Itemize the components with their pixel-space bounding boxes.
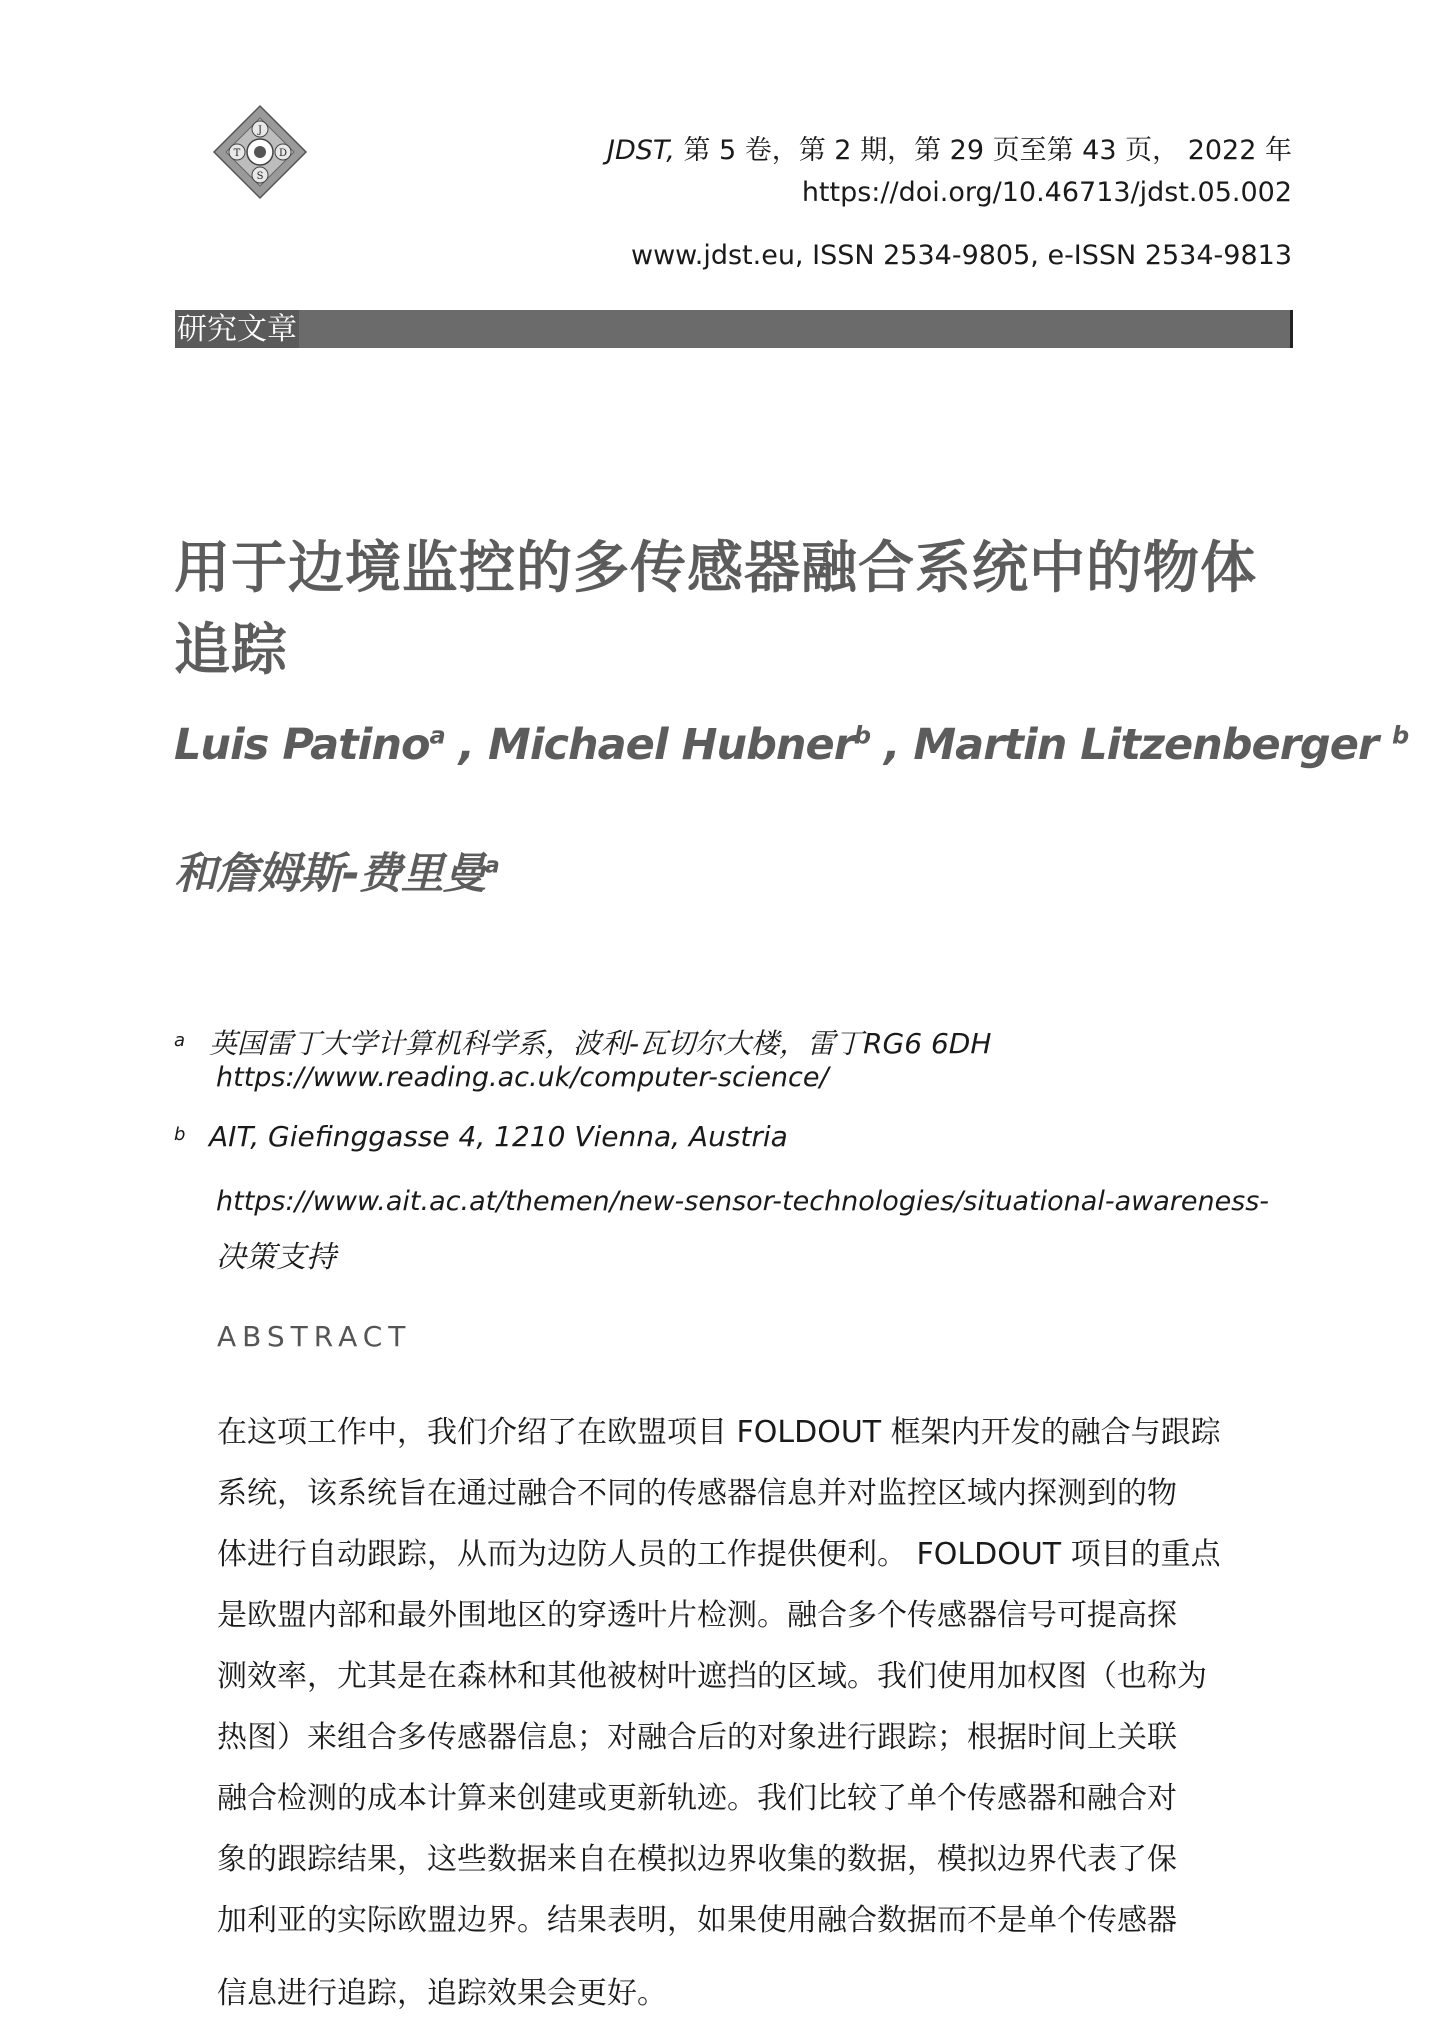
affiliation-b-text: AIT, Giefinggasse 4, 1210 Vienna, Austria: [209, 1120, 788, 1153]
abstract-line: 信息进行追踪，追踪效果会更好。: [217, 1976, 667, 2011]
affiliation-a-url[interactable]: https://www.reading.ac.uk/computer-science/: [216, 1062, 829, 1093]
section-label: 研究文章: [177, 312, 297, 347]
affiliation-a-text: 英国雷丁大学计算机科学系，波利-瓦切尔大楼，雷丁RG6 6DH: [209, 1027, 992, 1060]
abstract-line: 加利亚的实际欧盟边界。结果表明，如果使用融合数据而不是单个传感器: [217, 1903, 1177, 1938]
author-name: 和詹姆斯-费里曼: [174, 849, 485, 899]
abstract-line: 在这项工作中，我们介绍了在欧盟项目 FOLDOUT 框架内开发的融合与跟踪: [217, 1415, 1221, 1450]
abstract-line: 系统，该系统旨在通过融合不同的传感器信息并对监控区域内探测到的物: [217, 1476, 1177, 1511]
journal-citation-block: [607, 130, 1292, 214]
author-affiliation-mark: b: [853, 721, 871, 750]
author-affiliation-mark: a: [484, 853, 499, 879]
abstract-body: [217, 1402, 1257, 2024]
section-bar: [175, 310, 1293, 348]
abstract-line: 热图）来组合多传感器信息；对融合后的对象进行跟踪；根据时间上关联: [217, 1720, 1177, 1755]
journal-abbrev: JDST,: [607, 135, 675, 166]
abstract-heading: ABSTRACT: [217, 1320, 412, 1353]
logo-letter-s: S: [256, 171, 264, 182]
doi-link[interactable]: https://doi.org/10.46713/jdst.05.002: [801, 177, 1292, 208]
author-name: Luis Patino: [174, 720, 430, 770]
logo-letter-j: J: [257, 125, 263, 136]
abstract-line: 融合检测的成本计算来创建或更新轨迹。我们比较了单个传感器和融合对: [217, 1781, 1177, 1816]
journal-volume-info: 第 5 卷，第 2 期，第 29 页至第 43 页， 2022 年: [674, 135, 1292, 166]
abstract-line: 体进行自动跟踪，从而为边防人员的工作提供便利。 FOLDOUT 项目的重点: [217, 1537, 1221, 1572]
journal-website-issn[interactable]: www.jdst.eu, ISSN 2534-9805, e-ISSN 2534-9813: [630, 240, 1292, 271]
abstract-line: 测效率，尤其是在森林和其他被树叶遮挡的区域。我们使用加权图（也称为: [217, 1659, 1207, 1694]
affiliation-mark-a: a: [174, 1030, 186, 1051]
author-list-continued: [174, 840, 499, 901]
journal-citation: [607, 130, 1292, 172]
affiliation-b-url-tail[interactable]: 决策支持: [216, 1240, 336, 1275]
author-list: [174, 720, 1408, 770]
logo-letter-t: T: [233, 148, 241, 159]
journal-logo: [212, 104, 308, 200]
logo-letter-d: D: [278, 148, 288, 159]
affiliation-mark-b: b: [174, 1124, 186, 1145]
author-name: , Martin Litzenberger: [870, 720, 1393, 770]
author-name: , Michael Hubner: [444, 720, 854, 770]
author-affiliation-mark: b: [1392, 721, 1409, 750]
author-affiliation-mark: a: [429, 721, 445, 750]
abstract-line: 象的跟踪结果，这些数据来自在模拟边界收集的数据，模拟边界代表了保: [217, 1842, 1177, 1877]
abstract-line: 是欧盟内部和最外围地区的穿透叶片检测。融合多个传感器信号可提高探: [217, 1598, 1177, 1633]
article-title: 用于边境监控的多传感器融合系统中的物体追踪: [174, 536, 1257, 683]
affiliation-b-url[interactable]: https://www.ait.ac.at/themen/new-sensor-technologies/situational-awareness-: [216, 1186, 1270, 1217]
